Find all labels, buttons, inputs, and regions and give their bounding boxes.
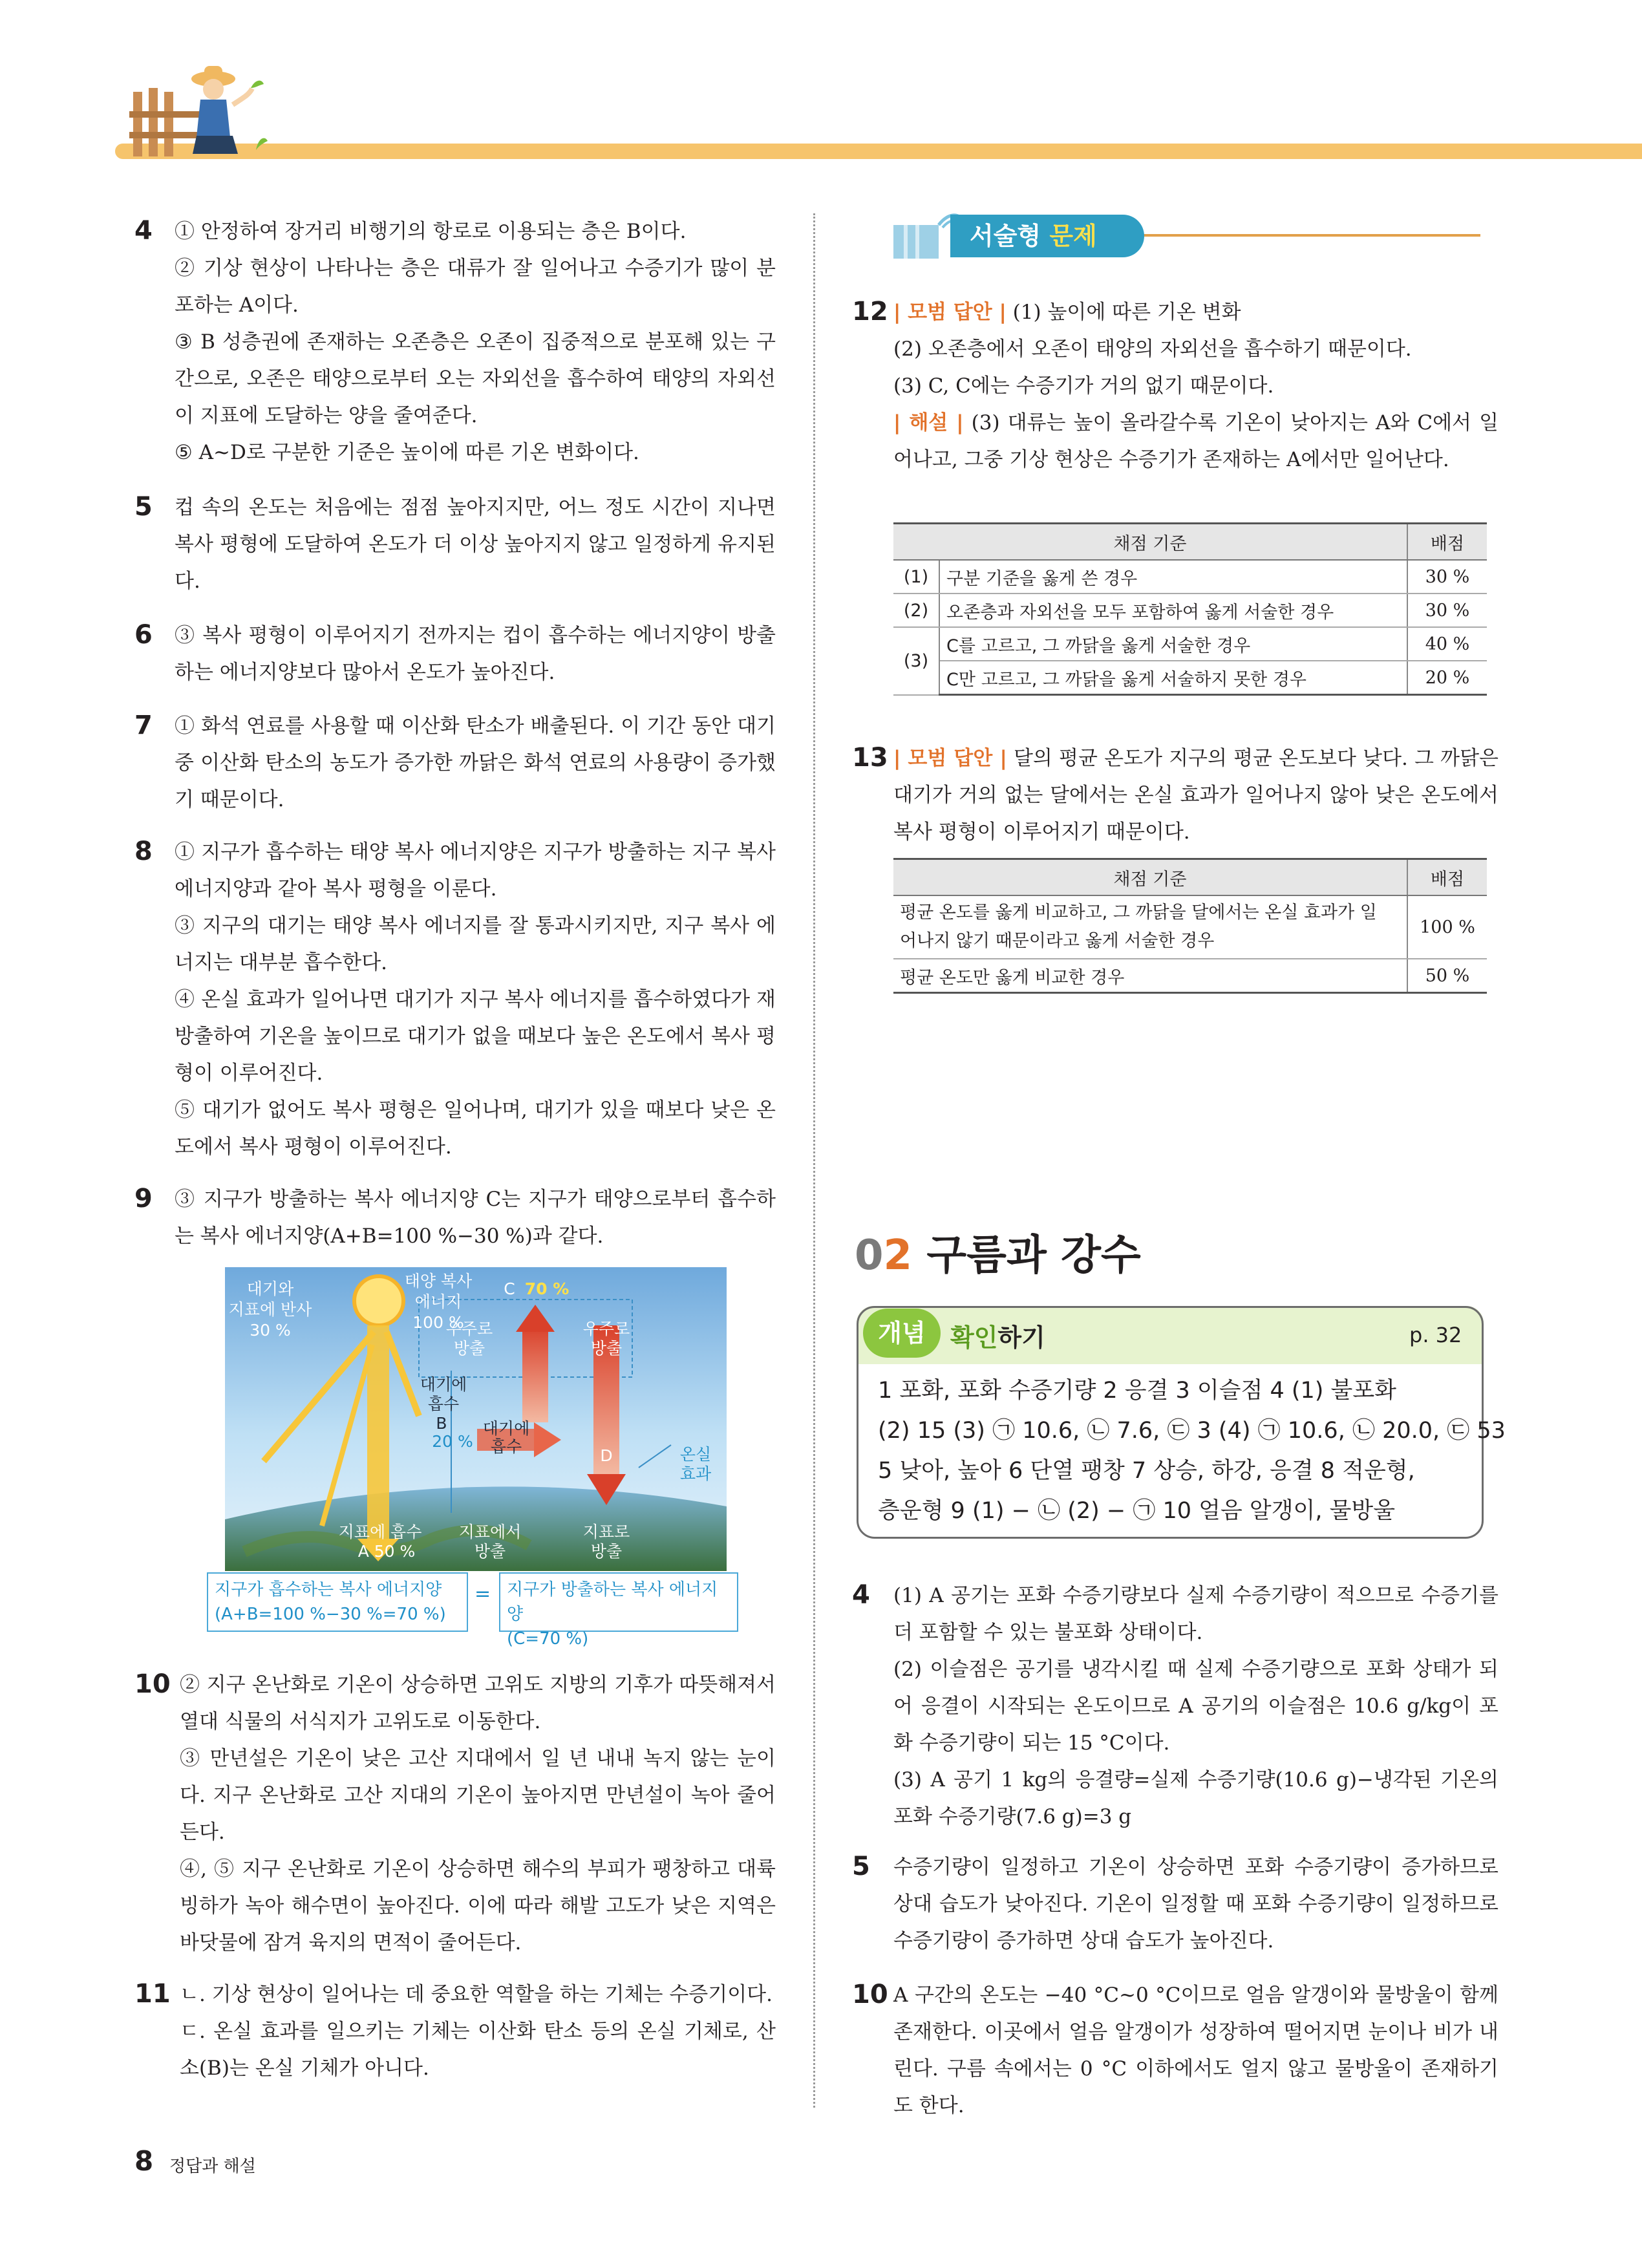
question-number: 4 <box>134 216 153 246</box>
answer-line: ② 기상 현상이 나타나는 층은 대류가 잘 일어나고 수증기가 많이 분포하는 A이다. <box>175 257 776 317</box>
question-number: 9 <box>134 1184 153 1214</box>
surface-emit2-label: 지표로 <box>582 1523 630 1541</box>
answer-line: ③ 지구의 대기는 태양 복사 에너지를 잘 통과시키지만, 지구 복사 에너지는 대부분 흡수한다. <box>175 914 776 974</box>
model-answer-tag: | 모범 답안 | <box>893 301 1007 324</box>
row-text: 평균 온도만 옳게 비교한 경우 <box>893 959 1407 993</box>
answer-line: ③ 지구가 방출하는 복사 에너지양 C는 지구가 태양으로부터 흡수하는 복사 에너지양(A+B=100 %−30 %)과 같다. <box>175 1188 776 1248</box>
row-score: 40 % <box>1407 627 1487 661</box>
answer-line: (1) A 공기는 포화 수증기량보다 실제 수증기량이 적으므로 수증기를 더 포함할 수 있는 불포화 상태이다. <box>893 1584 1498 1644</box>
answer-line: ③ B 성층권에 존재하는 오존층은 오존이 집중적으로 분포해 있는 구간으로, 오존은 태양으로부터 오는 자외선을 흡수하여 태양의 자외선이 지표에 도달하는 양을 줄여준다. <box>175 330 776 427</box>
section-num0: 0 <box>855 1232 884 1279</box>
answer-line: 수증기량이 일정하고 기온이 상승하면 포화 수증기량이 증가하므로 상대 습도가 낮아진다. 기온이 일정할 때 포화 수증기량이 일정하므로 수증기량이 증가하면 상대 습도가 높아진다. <box>893 1856 1498 1952</box>
row-text: 오존층과 자외선을 모두 포함하여 옳게 서술한 경우 <box>939 594 1407 627</box>
row-text: C만 고르고, 그 까닭을 옳게 서술하지 못한 경우 <box>939 661 1407 695</box>
table-header: 채점 기준 <box>893 524 1407 561</box>
atm-absorb-label: 20 % <box>432 1432 473 1451</box>
question-number: 13 <box>852 743 888 773</box>
answer-line: ㄴ. 기상 현상이 일어나는 데 중요한 역할을 하는 기체는 수증기이다. <box>180 1983 773 2006</box>
table-row <box>893 959 1487 993</box>
concept-line: (2) 15 (3) ㉠ 10.6, ㉡ 7.6, ㉢ 3 (4) ㉠ 10.6, ㉡ 20.0, ㉢ 53 <box>878 1418 1506 1444</box>
radiation-balance-diagram <box>225 1267 727 1571</box>
atm-absorb2-label: 대기에 <box>482 1419 530 1438</box>
question-number: 5 <box>134 492 153 522</box>
row-score: 30 % <box>1407 594 1487 627</box>
concept-line: 층운형 9 (1) − ㉡ (2) − ㉠ 10 얼음 알갱이, 물방울 <box>878 1498 1396 1524</box>
question-number: 7 <box>134 711 153 740</box>
c-label: C <box>504 1279 515 1298</box>
surface-absorb-label: 지표에 흡수 <box>338 1523 422 1541</box>
question-number: 8 <box>134 837 153 866</box>
row-score: 30 % <box>1407 560 1487 594</box>
answer-line: ⑤ A~D로 구분한 기준은 높이에 따른 기온 변화이다. <box>175 441 639 464</box>
concept-title-a: 확인 <box>950 1323 998 1352</box>
caption-line: 지구가 흡수하는 복사 에너지양 <box>215 1580 442 1599</box>
greenhouse-label: 온실 <box>679 1445 712 1464</box>
atm-absorb-label: 흡수 <box>427 1395 460 1413</box>
question-number: 5 <box>852 1852 870 1881</box>
space-label: 방출 <box>590 1339 623 1358</box>
c-value: 70 % <box>524 1279 570 1298</box>
concept-page-ref: p. 32 <box>1409 1323 1462 1347</box>
footer-title: 정답과 해설 <box>169 2157 256 2176</box>
row-text-line: 평균 온도를 옳게 비교하고, 그 까닭을 달에서는 온실 효과가 일 <box>900 903 1377 923</box>
answer-line: ① 안정하여 장거리 비행기의 항로로 이용되는 층은 B이다. <box>175 220 687 243</box>
row-score: 50 % <box>1407 959 1487 993</box>
concept-body <box>878 1371 1506 1531</box>
atm-absorb-label: 대기에 <box>420 1375 467 1394</box>
section-title-text: 구름과 강수 <box>912 1232 1141 1279</box>
question-number: 12 <box>852 297 888 326</box>
concept-line: 5 낮아, 높아 6 단열 팽창 7 상승, 하강, 응결 8 적운형, <box>878 1458 1415 1484</box>
answer-line: A 구간의 온도는 −40 °C~0 °C이므로 얼음 알갱이와 물방울이 함께 존재한다. 이곳에서 얼음 알갱이가 성장하여 떨어지면 눈이나 비가 내린다. 구름 속에서는 0 °C 이하에서도 얼지 않고 물방울이 존재하기도 한다. <box>893 1984 1498 2117</box>
caption-line: (C=70 %) <box>507 1629 589 1649</box>
greenhouse-label: 효과 <box>679 1464 712 1483</box>
header-band <box>115 144 1642 159</box>
surface-emit2-label: 방출 <box>590 1542 623 1561</box>
answer-line: 컵 속의 온도는 처음에는 점점 높아지지만, 어느 정도 시간이 지나면 복사 평형에 도달하여 온도가 더 이상 높아지지 않고 일정하게 유지된다. <box>175 496 776 593</box>
space-label: 우주로 <box>445 1320 493 1338</box>
answer-line: ④, ⑤ 지구 온난화로 기온이 상승하면 해수의 부피가 팽창하고 대륙 빙하가 녹아 해수면이 높아진다. 이에 따라 해발 고도가 낮은 지역은 바닷물에 잠겨 육지의 면적이 줄어든다. <box>180 1857 776 1954</box>
farmer-mascot-icon <box>129 59 272 163</box>
answer-line: 달의 평균 온도가 지구의 평균 온도보다 낮다. 그 까닭은 대기가 거의 없는 달에서는 온실 효과가 일어나지 않아 낮은 온도에서 복사 평형이 이루어지기 때문이다. <box>893 747 1499 844</box>
sun-label: 에너지 <box>414 1292 462 1311</box>
row-label: (3) <box>893 627 939 695</box>
surface-absorb-label: A 50 % <box>357 1542 416 1561</box>
section-title <box>855 1222 1141 1281</box>
answer-line: ① 지구가 흡수하는 태양 복사 에너지양은 지구가 방출하는 지구 복사 에너지양과 같아 복사 평형을 이룬다. <box>175 840 776 901</box>
surface-emit-label: 방출 <box>474 1542 506 1561</box>
table-header: 채점 기준 <box>893 859 1407 896</box>
caption-line: 지구가 방출하는 복사 에너지양 <box>507 1580 718 1624</box>
row-text: C를 고르고, 그 까닭을 옳게 서술한 경우 <box>939 627 1407 661</box>
table-row <box>893 560 1487 594</box>
row-label: (2) <box>893 594 939 627</box>
caption-absorb <box>207 1572 468 1632</box>
section-num2: 2 <box>883 1232 913 1279</box>
concept-line: 1 포화, 포화 수증기량 2 응결 3 이슬점 4 (1) 불포화 <box>878 1378 1396 1404</box>
essay-banner-tab <box>950 215 1144 257</box>
answer-line: ④ 온실 효과가 일어나면 대기가 지구 복사 에너지를 흡수하였다가 재방출하여 기온을 높이므로 대기가 없을 때보다 높은 온도에서 복사 평형이 이루어진다. <box>175 988 776 1085</box>
atm-absorb2-label: 흡수 <box>490 1437 522 1456</box>
answer-line: ③ 만년설은 기온이 낮은 고산 지대에서 일 년 내내 녹지 않는 눈이다. 지구 온난화로 고산 지대의 기온이 높아지면 만년설이 녹아 줄어든다. <box>180 1747 776 1844</box>
concept-title <box>950 1318 1045 1353</box>
table-row <box>893 895 1487 959</box>
concept-title-b: 하기 <box>997 1323 1045 1352</box>
answer-line: ① 화석 연료를 사용할 때 이산화 탄소가 배출된다. 이 기간 동안 대기 중 이산화 탄소의 농도가 증가한 까닭은 화석 연료의 사용량이 증가했기 때문이다. <box>175 714 776 811</box>
table-row <box>893 661 1487 695</box>
answer-line: ⑤ 대기가 없어도 복사 평형은 일어나며, 대기가 있을 때보다 낮은 온도에서 복사 평형이 이루어진다. <box>175 1098 776 1159</box>
reflect-label: 30 % <box>250 1321 291 1340</box>
answer-line: ㄷ. 온실 효과를 일으키는 기체는 이산화 탄소 등의 온실 기체로, 산소(B)는 온실 기체가 아니다. <box>180 2020 776 2080</box>
reflect-label: 지표에 반사 <box>228 1300 312 1319</box>
answer-line: (2) 이슬점은 공기를 냉각시킬 때 실제 수증기량으로 포화 상태가 되어 응결이 시작되는 온도이므로 A 공기의 이슬점은 10.6 g/kg이 포화 수증기량이 되는 15 °C이다. <box>893 1658 1498 1755</box>
table-header: 배점 <box>1407 859 1487 896</box>
question-number: 6 <box>134 620 153 650</box>
space-label: 방출 <box>453 1339 485 1358</box>
sun-label: 100 % <box>412 1313 464 1332</box>
d-label: D <box>600 1446 613 1465</box>
caption-emit <box>499 1572 738 1649</box>
space-label: 우주로 <box>582 1320 630 1338</box>
atm-absorb-label: B <box>436 1414 447 1433</box>
answer-line: (1) 높이에 따른 기온 변화 <box>1012 301 1241 324</box>
surface-emit-label: 지표에서 <box>458 1523 522 1541</box>
answer-line: (2) 오존층에서 오존이 태양의 자외선을 흡수하기 때문이다. <box>893 337 1412 361</box>
row-text: 구분 기준을 옳게 쓴 경우 <box>939 560 1407 594</box>
answer-line: ② 지구 온난화로 기온이 상승하면 고위도 지방의 기후가 따뜻해져서 열대 식물의 서식지가 고위도로 이동한다. <box>180 1673 776 1733</box>
essay-banner-line <box>1099 234 1480 237</box>
row-text-line: 어나지 않기 때문이라고 옳게 서술한 경우 <box>900 931 1215 951</box>
caption-equals: = <box>474 1583 491 1605</box>
row-score: 20 % <box>1407 661 1487 695</box>
grading-table-q13 <box>893 858 1487 994</box>
table-row <box>893 627 1487 661</box>
answer-line: ③ 복사 평형이 이루어지기 전까지는 컵이 흡수하는 에너지양이 방출하는 에너지양보다 많아서 온도가 높아진다. <box>175 624 776 684</box>
question-number: 10 <box>852 1980 888 2009</box>
caption-line: (A+B=100 %−30 %=70 %) <box>215 1605 446 1624</box>
question-number: 4 <box>852 1580 870 1610</box>
table-header: 배점 <box>1407 524 1487 561</box>
question-number: 11 <box>134 1979 171 2009</box>
essay-title-b: 문제 <box>1041 222 1097 250</box>
model-answer-tag: | 모범 답안 | <box>893 747 1007 770</box>
reflect-label: 대기와 <box>246 1279 294 1298</box>
answer-line: (3) A 공기 1 kg의 응결량=실제 수증기량(10.6 g)−냉각된 기온의 포화 수증기량(7.6 g)=3 g <box>893 1768 1498 1828</box>
grading-table-q12 <box>893 522 1487 696</box>
explanation-tag: | 해설 | <box>893 411 964 434</box>
answer-line: (3) 대류는 높이 올라갈수록 기온이 낮아지는 A와 C에서 일어나고, 그중 기상 현상은 수증기가 존재하는 A에서만 일어난다. <box>893 411 1499 471</box>
concept-badge: 개념 <box>863 1309 941 1358</box>
answer-line: (3) C, C에는 수증기가 거의 없기 때문이다. <box>893 374 1274 398</box>
column-divider <box>813 213 815 2108</box>
sun-label: 태양 복사 <box>404 1272 473 1290</box>
essay-title-a: 서술형 <box>970 222 1041 250</box>
row-text <box>893 895 1407 959</box>
page-number: 8 <box>134 2145 154 2177</box>
table-row <box>893 594 1487 627</box>
question-number: 10 <box>134 1669 171 1699</box>
row-score: 100 % <box>1407 895 1487 959</box>
row-label: (1) <box>893 560 939 594</box>
